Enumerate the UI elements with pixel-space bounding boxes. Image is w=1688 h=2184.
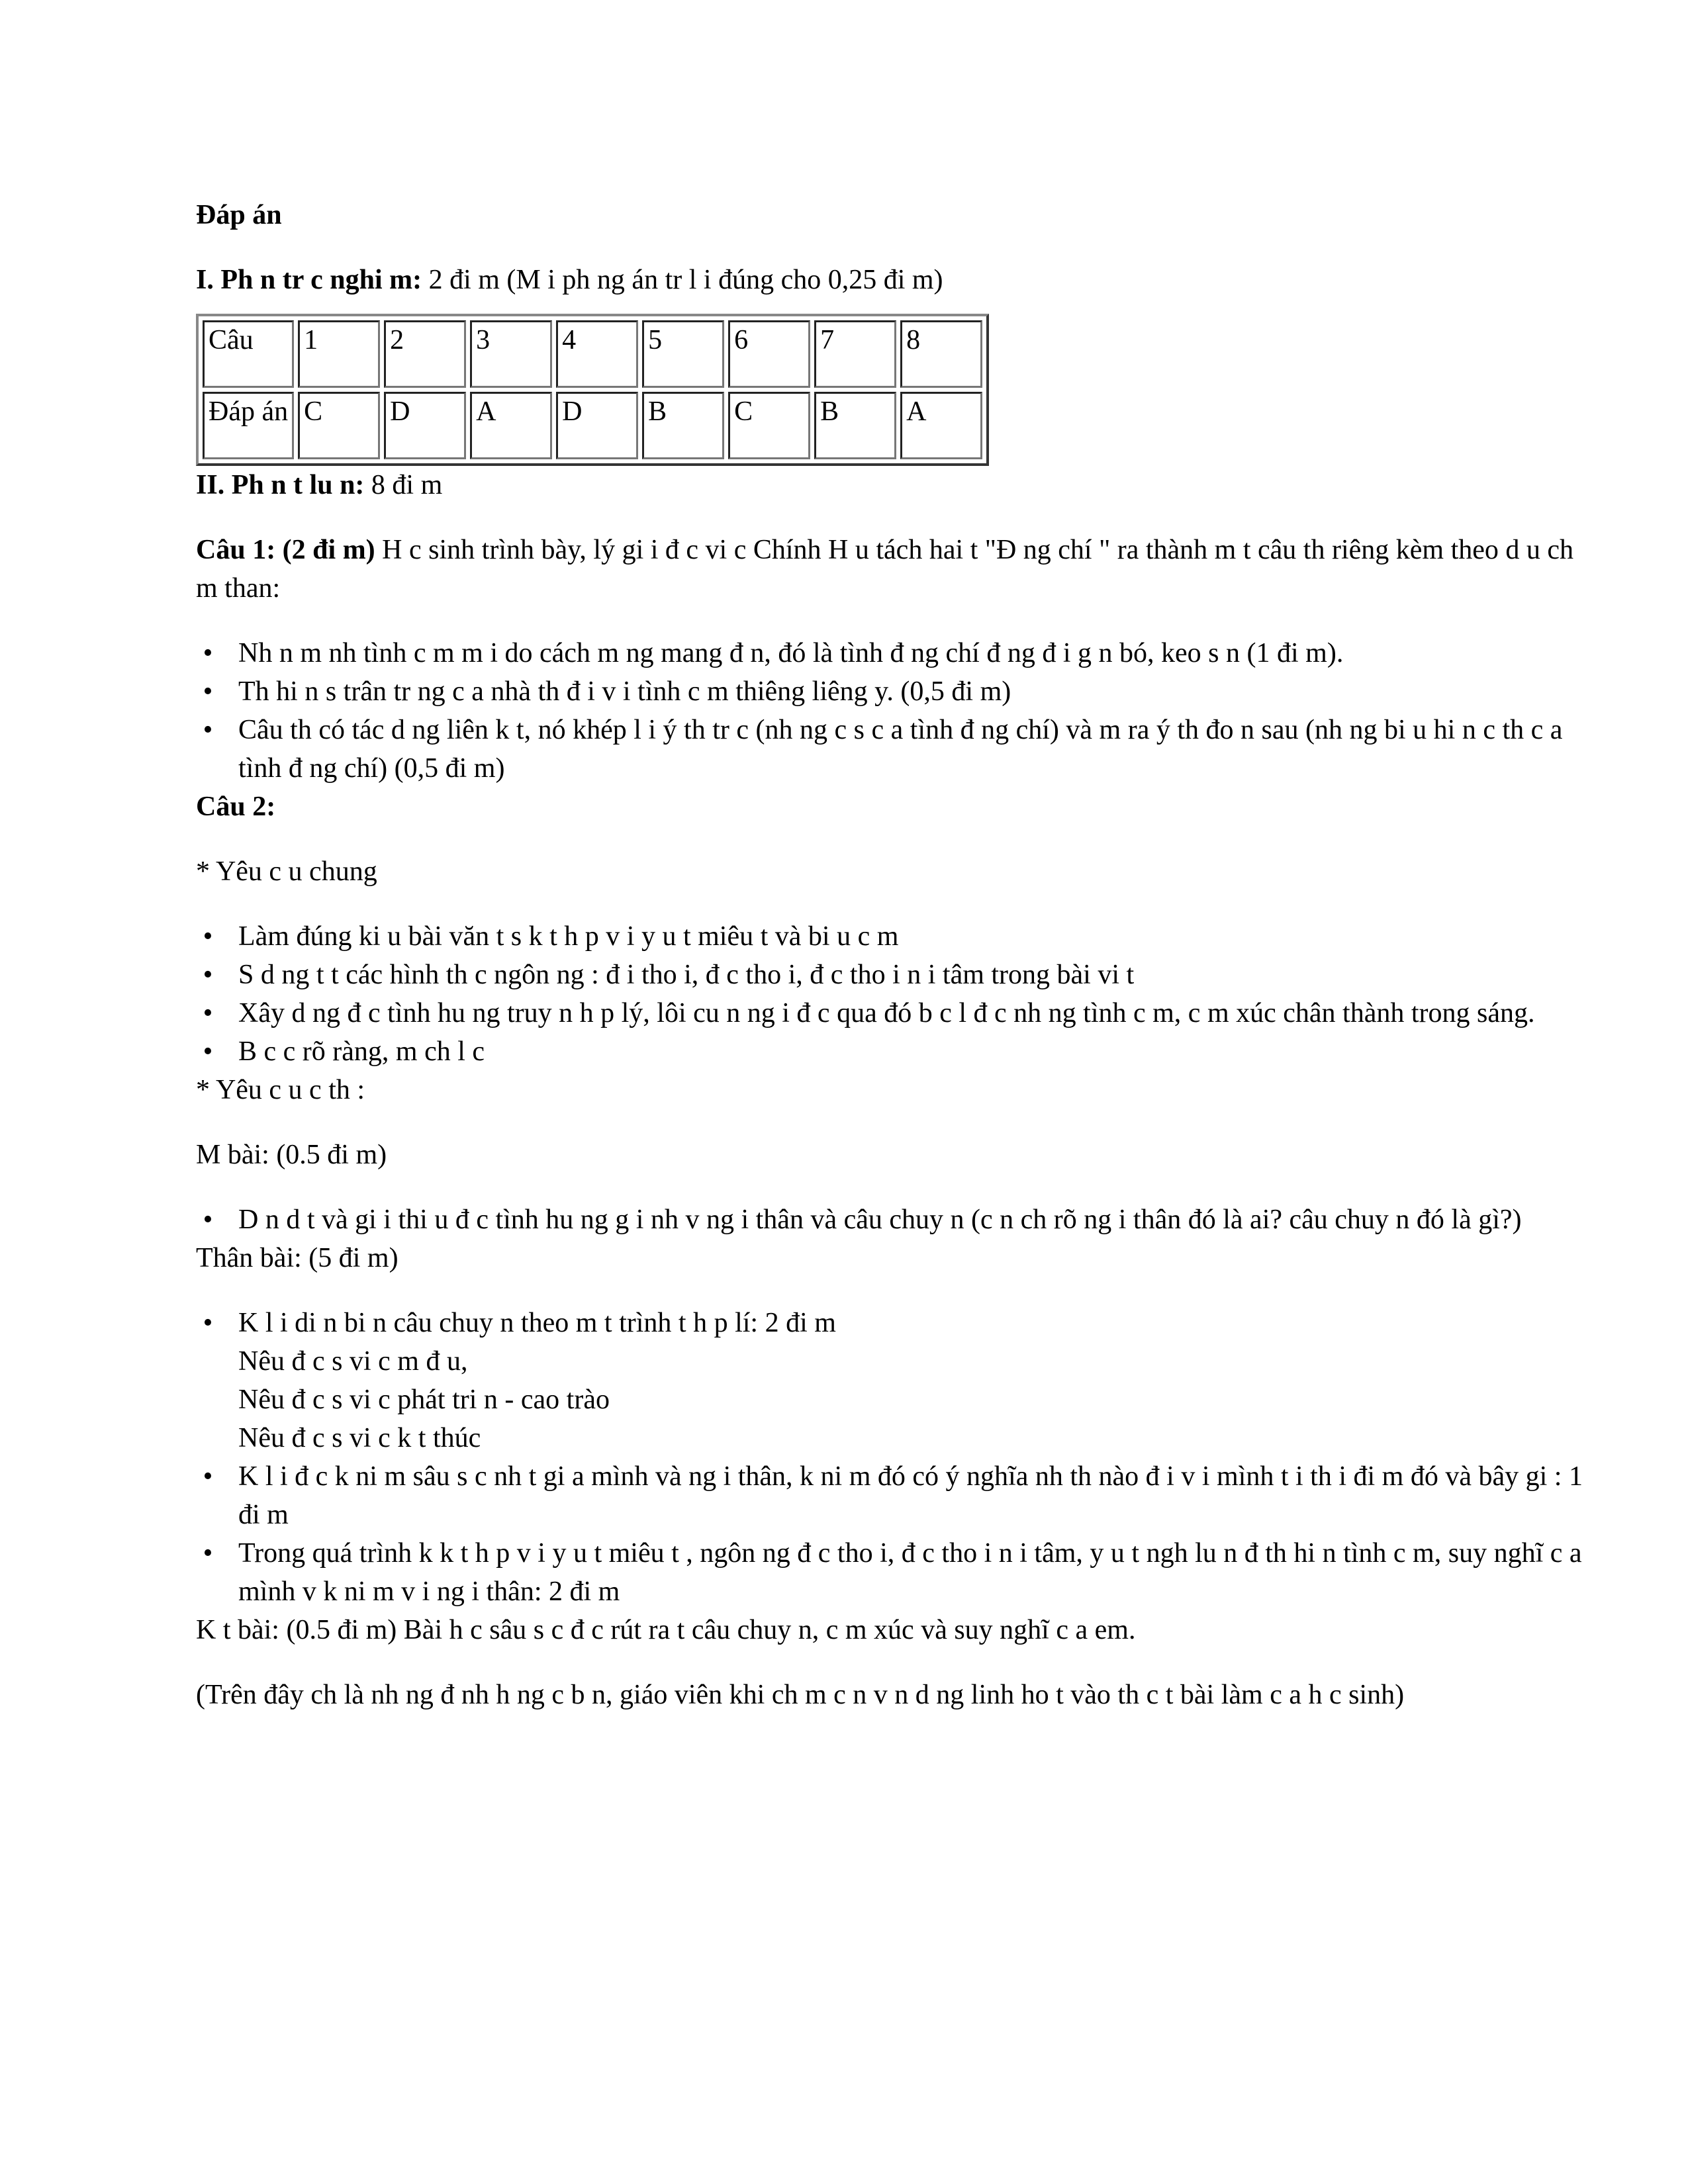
list-item: • Câu th có tác d ng liên k t, nó khép l i ý th tr c (nh ng c s c a tình đ ng chí) và m ra ý th đo n sau (nh ng bi u hi n c th c a tình đ ng chí) (0,5 đi m) <box>238 711 1598 788</box>
bullet-icon: • <box>203 921 213 952</box>
sub-item: Nêu đ c s vi c k t thúc <box>238 1423 481 1453</box>
table-cell: 1 <box>298 320 380 388</box>
part2-text: 8 đi m <box>364 470 443 500</box>
list-item: • Xây d ng đ c tình hu ng truy n h p lý, lôi cu n ng i đ c qua đó b c l đ c nh ng tình c m, c m xúc chân thành trong sáng. <box>238 994 1598 1032</box>
part1-line <box>196 261 1598 299</box>
ket-bai-line: K t bài: (0.5 đi m) Bài h c sâu s c đ c rút ra t câu chuy n, c m xúc và suy nghĩ c a em. <box>196 1615 1136 1645</box>
bullet-icon: • <box>203 1205 213 1235</box>
cau1-line <box>196 531 1598 608</box>
general-requirements-heading: * Yêu c u chung <box>196 856 377 887</box>
than-bai-heading: Thân bài: (5 đi m) <box>196 1243 399 1273</box>
list-item: • Trong quá trình k k t h p v i y u t miêu t , ngôn ng đ c tho i, đ c tho i n i tâm, y u t ngh lu n đ th hi n tình c m, suy nghĩ c a mình v k ni m v i ng i thân: 2 đi m <box>238 1534 1598 1611</box>
table-header-label: Câu <box>203 320 294 388</box>
table-row <box>203 392 982 459</box>
list-item: • S d ng t t các hình th c ngôn ng : đ i tho i, đ c tho i, đ c tho i n i tâm trong bài vi t <box>238 956 1598 994</box>
table-cell: C <box>728 392 810 459</box>
table-cell: A <box>470 392 552 459</box>
bullet-icon: • <box>203 715 213 745</box>
part2-heading: II. Ph n t lu n: <box>196 470 365 500</box>
list-item: • Nh n m nh tình c m m i do cách m ng mang đ n, đó là tình đ ng chí đ ng đ i g n bó, keo s n (1 đi m). <box>238 634 1598 672</box>
bullet-icon: • <box>203 998 213 1028</box>
cau2-heading: Câu 2: <box>196 792 276 822</box>
table-cell: 5 <box>642 320 724 388</box>
sub-item: Nêu đ c s vi c m đ u, <box>238 1346 468 1377</box>
bullet-icon: • <box>203 1538 213 1569</box>
table-cell: 4 <box>556 320 638 388</box>
bullet-icon: • <box>203 676 213 707</box>
cau1-text: H c sinh trình bày, lý gi i đ c vi c Chính H u tách hai t "Đ ng chí " ra thành m t câu th riêng kèm theo d u ch m than: <box>196 535 1574 604</box>
bullet-icon: • <box>203 1461 213 1492</box>
bullet-icon: • <box>203 638 213 668</box>
table-cell: B <box>642 392 724 459</box>
specific-requirements-heading: * Yêu c u c th : <box>196 1075 365 1105</box>
part1-text: 2 đi m (M i ph ng án tr l i đúng cho 0,25 đi m) <box>422 265 943 295</box>
part2-line <box>196 466 1598 504</box>
sub-item: Nêu đ c s vi c phát tri n - cao trào <box>238 1385 610 1415</box>
table-row <box>203 320 982 388</box>
teacher-note: (Trên đây ch là nh ng đ nh h ng c b n, giáo viên khi ch m c n v n d ng linh ho t vào th c t bài làm c a h c sinh) <box>196 1680 1405 1710</box>
table-cell: C <box>298 392 380 459</box>
list-item: • B c c rõ ràng, m ch l c <box>238 1032 1598 1071</box>
table-cell: 3 <box>470 320 552 388</box>
part1-heading: I. Ph n tr c nghi m: <box>196 265 422 295</box>
table-cell: 8 <box>900 320 982 388</box>
list-item: • K l i đ c k ni m sâu s c nh t gi a mình và ng i thân, k ni m đó có ý nghĩa nh th nào đ i v i mình t i th i đi m đó và bây gi : 1 đi m <box>238 1457 1598 1534</box>
list-item: • D n d t và gi i thi u đ c tình hu ng g i nh v ng i thân và câu chuy n (c n ch rõ ng i thân đó là ai? câu chuy n đó là gì?) <box>238 1201 1598 1239</box>
table-cell: A <box>900 392 982 459</box>
than-bai-list <box>196 1304 1598 1611</box>
mo-bai-list <box>196 1201 1598 1239</box>
table-cell: 2 <box>384 320 466 388</box>
mo-bai-heading: M bài: (0.5 đi m) <box>196 1140 387 1170</box>
list-item: • Làm đúng ki u bài văn t s k t h p v i y u t miêu t và bi u c m <box>238 917 1598 956</box>
list-item: • Th hi n s trân tr ng c a nhà th đ i v i tình c m thiêng liêng y. (0,5 đi m) <box>238 672 1598 711</box>
table-answer-label: Đáp án <box>203 392 294 459</box>
table-cell: D <box>384 392 466 459</box>
cau1-heading: Câu 1: (2 đi m) <box>196 535 375 565</box>
table-cell: 6 <box>728 320 810 388</box>
bullet-icon: • <box>203 1308 213 1338</box>
bullet-icon: • <box>203 960 213 990</box>
cau1-list <box>196 634 1598 788</box>
general-requirements-list <box>196 917 1598 1071</box>
answer-table <box>196 314 989 466</box>
bullet-icon: • <box>203 1036 213 1067</box>
document-page <box>196 196 1598 1714</box>
table-cell: B <box>814 392 896 459</box>
page-title: Đáp án <box>196 200 282 230</box>
table-cell: 7 <box>814 320 896 388</box>
table-cell: D <box>556 392 638 459</box>
list-item: • K l i di n bi n câu chuy n theo m t trình t h p lí: 2 đi m Nêu đ c s vi c m đ u, Nêu đ c s vi c phát tri n - cao trào Nêu đ c s vi c k t thúc <box>238 1304 1598 1457</box>
